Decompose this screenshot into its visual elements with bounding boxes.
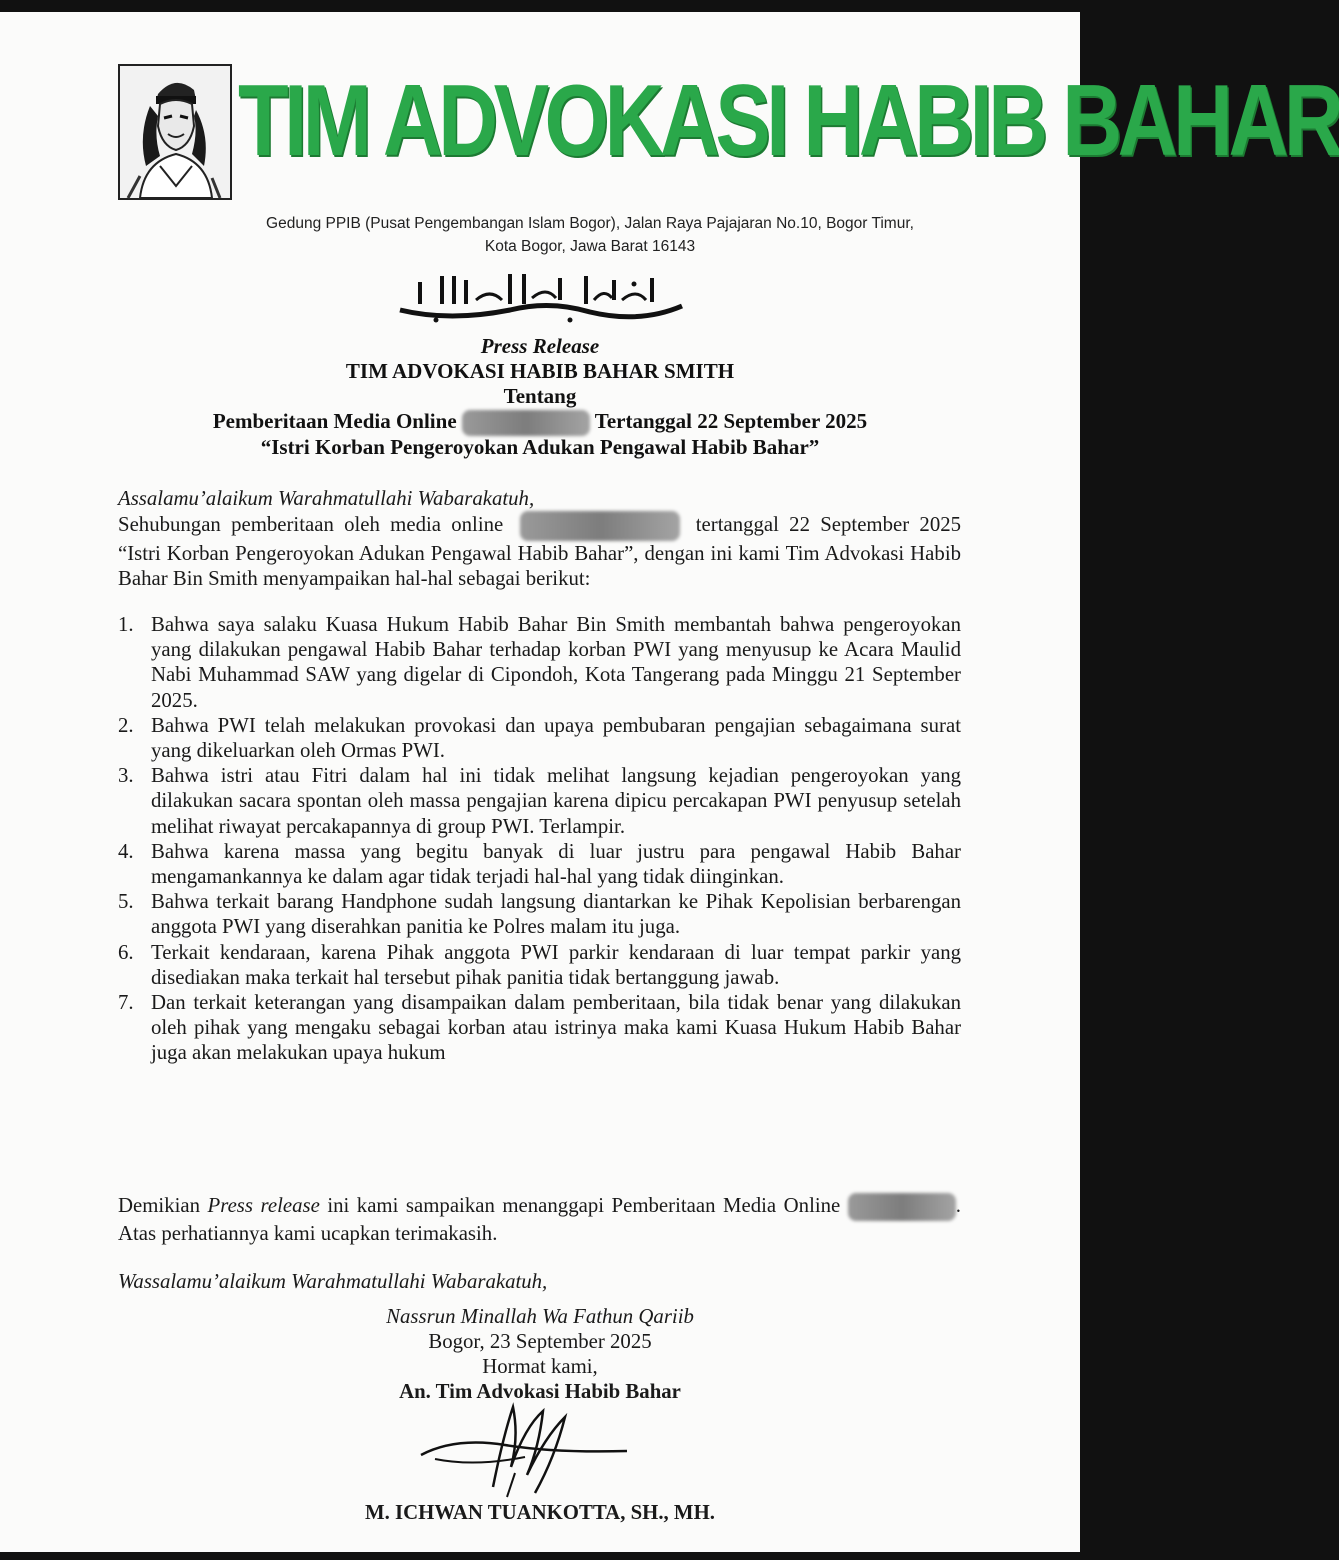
intro-part-1: Sehubungan pemberitaan oleh media online	[118, 512, 504, 536]
closing-paragraph: Demikian Press release ini kami sampaikan menanggapi Pemberitaan Media Online . Atas perhatiannya kami ucapkan terimakasih.	[118, 1194, 961, 1246]
redaction-mark	[848, 1193, 956, 1221]
signature-motto: Nassrun Minallah Wa Fathun Qariib	[386, 1305, 694, 1328]
letterhead	[118, 64, 1339, 209]
heading-press-release: Press Release	[480, 334, 600, 358]
letterhead-title: TIM ADVOKASI HABIB BAHAR	[238, 64, 1339, 177]
heading-subject-b: Tertanggal 22 September 2025	[594, 409, 868, 433]
heading-quote: “Istri Korban Pengeroyokan Adukan Pengawal Habib Bahar”	[260, 435, 820, 459]
signature-on-behalf: An. Tim Advokasi Habib Bahar	[399, 1380, 681, 1403]
document-page	[0, 12, 1339, 1552]
intro-part-2: tertanggal 22 September 2025 “Istri Korban Pengeroyokan Adukan Pengawal Habib Bahar”, dengan ini kami Tim Advokasi Habib Bahar Bin Smith menyampaikan hal-hal sebagai berikut:	[118, 512, 962, 591]
letterhead-address	[200, 212, 980, 258]
farewell: Wassalamu’alaikum Warahmatullahi Wabarakatuh,	[118, 1270, 548, 1293]
list-item: 3. Bahwa istri atau Fitri dalam hal ini tidak melihat langsung kejadian pengeroyokan yang dilakukan sacara spontan oleh massa pengajian karena dipicu percakapan PWI penyusup setelah melihat riwayat percakapannya di group PWI. Terlampir.	[118, 764, 961, 838]
address-line-2: Kota Bogor, Jawa Barat 16143	[484, 238, 696, 255]
basmala-calligraphy	[390, 270, 690, 326]
list-item: 7. Dan terkait keterangan yang disampaikan dalam pemberitaan, bila tidak benar yang dilakukan oleh pihak yang mengaku sebagai korban atau istrinya maka kami Kuasa Hukum Habib Bahar juga akan melakukan upaya hukum	[118, 991, 961, 1065]
signatory-name: M. ICHWAN TUANKOTTA, SH., MH.	[365, 1501, 715, 1524]
heading-tentang: Tentang	[503, 384, 577, 408]
list-item: 6. Terkait kendaraan, karena Pihak anggota PWI parkir kendaraan di luar tempat parkir yang disediakan maka terkait hal tersebut pihak panitia tidak bertanggung jawab.	[118, 940, 961, 989]
greeting: Assalamu’alaikum Warahmatullahi Wabarakatuh,	[118, 487, 535, 510]
heading-subject	[110, 409, 970, 436]
signature-regards: Hormat kami,	[482, 1355, 598, 1378]
list-item: 1. Bahwa saya salaku Kuasa Hukum Habib Bahar Bin Smith membantah bahwa pengeroyokan yang dilakukan pengawal Habib Bahar terhadap korban PWI yang menyusup ke Acara Maulid Nabi Muhammad SAW yang digelar di Cipondoh, Kota Tangerang pada Minggu 21 September 2025.	[118, 613, 961, 712]
statement-list	[118, 612, 961, 1066]
portrait-image	[118, 64, 232, 200]
intro-paragraph	[118, 511, 961, 591]
signature-place-date: Bogor, 23 September 2025	[428, 1330, 652, 1353]
redaction-mark	[520, 511, 680, 541]
heading-subject-a: Pemberitaan Media Online	[212, 409, 457, 433]
address-line-1: Gedung PPIB (Pusat Pengembangan Islam Bogor), Jalan Raya Pajajaran No.10, Bogor Timur,	[266, 215, 914, 232]
list-item: 4. Bahwa karena massa yang begitu banyak di luar justru para pengawal Habib Bahar mengamankannya ke dalam agar tidak terjadi hal-hal yang tidak diinginkan.	[118, 839, 961, 889]
handwritten-signature	[415, 1397, 635, 1507]
heading-organization: TIM ADVOKASI HABIB BAHAR SMITH	[345, 359, 735, 383]
redaction-mark	[462, 410, 590, 436]
list-item: 2. Bahwa PWI telah melakukan provokasi dan upaya pembubaran pengajian sebagaimana surat yang dikeluarkan oleh Ormas PWI.	[118, 713, 961, 763]
list-item: 5. Bahwa terkait barang Handphone sudah langsung diantarkan ke Pihak Kepolisian berbarengan anggota PWI yang diserahkan panitia ke Polres malam itu juga.	[118, 890, 961, 939]
